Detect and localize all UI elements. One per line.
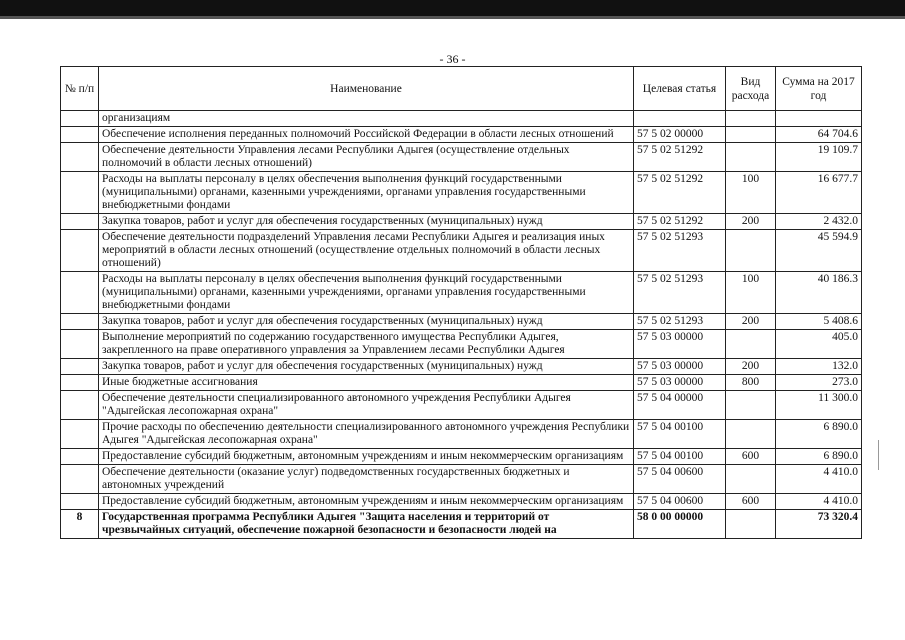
cell-num	[61, 420, 99, 449]
cell-name: Расходы на выплаты персоналу в целях обеспечения выполнения функций государственными (муниципальными) органами, казенными учреждениями, органами управления государственными внебюджетными фондами	[99, 272, 634, 314]
cell-type	[726, 465, 776, 494]
cell-sum: 45 594.9	[776, 230, 862, 272]
cell-type: 600	[726, 449, 776, 465]
cell-name: Обеспечение деятельности Управления лесами Республики Адыгея (осуществление отдельных полномочий в области лесных отношений)	[99, 143, 634, 172]
header-code: Целевая статья	[634, 67, 726, 111]
cell-num: 8	[61, 510, 99, 539]
cell-type: 600	[726, 494, 776, 510]
cell-type	[726, 391, 776, 420]
cell-sum	[776, 111, 862, 127]
table-header-row	[61, 67, 862, 111]
cell-name: Закупка товаров, работ и услуг для обеспечения государственных (муниципальных) нужд	[99, 314, 634, 330]
cell-sum: 405.0	[776, 330, 862, 359]
cell-code: 57 5 02 51293	[634, 272, 726, 314]
table-row	[61, 272, 862, 314]
cell-sum: 6 890.0	[776, 420, 862, 449]
cell-type	[726, 143, 776, 172]
budget-table	[60, 66, 862, 539]
cell-type	[726, 111, 776, 127]
table-row	[61, 465, 862, 494]
table-row	[61, 111, 862, 127]
cell-code: 58 0 00 00000	[634, 510, 726, 539]
cell-sum: 132.0	[776, 359, 862, 375]
header-sum: Сумма на 2017 год	[776, 67, 862, 111]
cell-code: 57 5 04 00100	[634, 420, 726, 449]
cell-name: Закупка товаров, работ и услуг для обеспечения государственных (муниципальных) нужд	[99, 214, 634, 230]
cell-type: 200	[726, 359, 776, 375]
cell-name: Обеспечение деятельности специализированного автономного учреждения Республики Адыгея "Адыгейская лесопожарная охрана"	[99, 391, 634, 420]
cell-name: Обеспечение деятельности подразделений Управления лесами Республики Адыгея и реализация иных мероприятий в области лесных отношений (осуществление отдельных полномочий в области лесных отношений)	[99, 230, 634, 272]
table-row	[61, 214, 862, 230]
cell-num	[61, 449, 99, 465]
cell-code: 57 5 02 51292	[634, 214, 726, 230]
cell-name: Предоставление субсидий бюджетным, автономным учреждениям и иным некоммерческим организациям	[99, 494, 634, 510]
cell-code: 57 5 02 51292	[634, 143, 726, 172]
cell-sum: 19 109.7	[776, 143, 862, 172]
cell-type	[726, 510, 776, 539]
cell-num	[61, 172, 99, 214]
cell-name: Государственная программа Республики Адыгея "Защита населения и территорий от чрезвычайных ситуаций, обеспечение пожарной безопасности и безопасности людей на	[99, 510, 634, 539]
table-row	[61, 420, 862, 449]
cell-num	[61, 127, 99, 143]
cell-num	[61, 494, 99, 510]
cell-num	[61, 143, 99, 172]
table-row	[61, 494, 862, 510]
cell-code: 57 5 03 00000	[634, 375, 726, 391]
table-row	[61, 143, 862, 172]
cell-code: 57 5 03 00000	[634, 330, 726, 359]
table-row	[61, 375, 862, 391]
cell-num	[61, 465, 99, 494]
cell-num	[61, 391, 99, 420]
cell-name: Выполнение мероприятий по содержанию государственного имущества Республики Адыгея, закрепленного на праве оперативного управления за Управлением лесами Республики Адыгея	[99, 330, 634, 359]
cell-code: 57 5 04 00000	[634, 391, 726, 420]
cell-code: 57 5 04 00100	[634, 449, 726, 465]
table-row	[61, 391, 862, 420]
cell-code: 57 5 02 51293	[634, 230, 726, 272]
cell-code: 57 5 03 00000	[634, 359, 726, 375]
cell-sum: 11 300.0	[776, 391, 862, 420]
cell-name: Обеспечение исполнения переданных полномочий Российской Федерации в области лесных отношений	[99, 127, 634, 143]
header-num: № п/п	[61, 67, 99, 111]
cell-num	[61, 230, 99, 272]
cell-num	[61, 111, 99, 127]
table-row	[61, 172, 862, 214]
cell-code: 57 5 02 00000	[634, 127, 726, 143]
table-row	[61, 127, 862, 143]
cell-code: 57 5 04 00600	[634, 494, 726, 510]
cell-type: 100	[726, 172, 776, 214]
cell-sum: 273.0	[776, 375, 862, 391]
cell-sum: 16 677.7	[776, 172, 862, 214]
cell-type	[726, 330, 776, 359]
cell-type: 800	[726, 375, 776, 391]
cell-code: 57 5 02 51292	[634, 172, 726, 214]
table-row	[61, 330, 862, 359]
table-body	[61, 111, 862, 539]
table-row	[61, 449, 862, 465]
cell-name: организациям	[99, 111, 634, 127]
cell-name: Закупка товаров, работ и услуг для обеспечения государственных (муниципальных) нужд	[99, 359, 634, 375]
cell-code: 57 5 04 00600	[634, 465, 726, 494]
cell-sum: 40 186.3	[776, 272, 862, 314]
cell-type: 200	[726, 314, 776, 330]
scan-top-shadow	[0, 16, 905, 19]
cell-name: Обеспечение деятельности (оказание услуг) подведомственных государственных бюджетных и автономных учреждений	[99, 465, 634, 494]
cell-num	[61, 272, 99, 314]
header-name: Наименование	[99, 67, 634, 111]
cell-code	[634, 111, 726, 127]
table-row	[61, 510, 862, 539]
cell-name: Прочие расходы по обеспечению деятельности специализированного автономного учреждения Республики Адыгея "Адыгейская лесопожарная охрана"	[99, 420, 634, 449]
cell-num	[61, 314, 99, 330]
cell-sum: 2 432.0	[776, 214, 862, 230]
table-row	[61, 359, 862, 375]
cell-num	[61, 214, 99, 230]
scan-artifact	[878, 440, 879, 470]
cell-type: 200	[726, 214, 776, 230]
cell-name: Предоставление субсидий бюджетным, автономным учреждениям и иным некоммерческим организациям	[99, 449, 634, 465]
page-number: - 36 -	[439, 52, 466, 66]
cell-sum: 4 410.0	[776, 494, 862, 510]
cell-type	[726, 420, 776, 449]
cell-code: 57 5 02 51293	[634, 314, 726, 330]
cell-sum: 73 320.4	[776, 510, 862, 539]
cell-sum: 4 410.0	[776, 465, 862, 494]
cell-num	[61, 359, 99, 375]
cell-name: Иные бюджетные ассигнования	[99, 375, 634, 391]
table-row	[61, 230, 862, 272]
table-row	[61, 314, 862, 330]
cell-type	[726, 127, 776, 143]
cell-sum: 6 890.0	[776, 449, 862, 465]
cell-name: Расходы на выплаты персоналу в целях обеспечения выполнения функций государственными (муниципальными) органами, казенными учреждениями, органами управления государственными внебюджетными фондами	[99, 172, 634, 214]
cell-type: 100	[726, 272, 776, 314]
cell-sum: 5 408.6	[776, 314, 862, 330]
scan-top-border	[0, 0, 905, 16]
cell-num	[61, 375, 99, 391]
cell-sum: 64 704.6	[776, 127, 862, 143]
cell-type	[726, 230, 776, 272]
cell-num	[61, 330, 99, 359]
header-type: Вид расхода	[726, 67, 776, 111]
